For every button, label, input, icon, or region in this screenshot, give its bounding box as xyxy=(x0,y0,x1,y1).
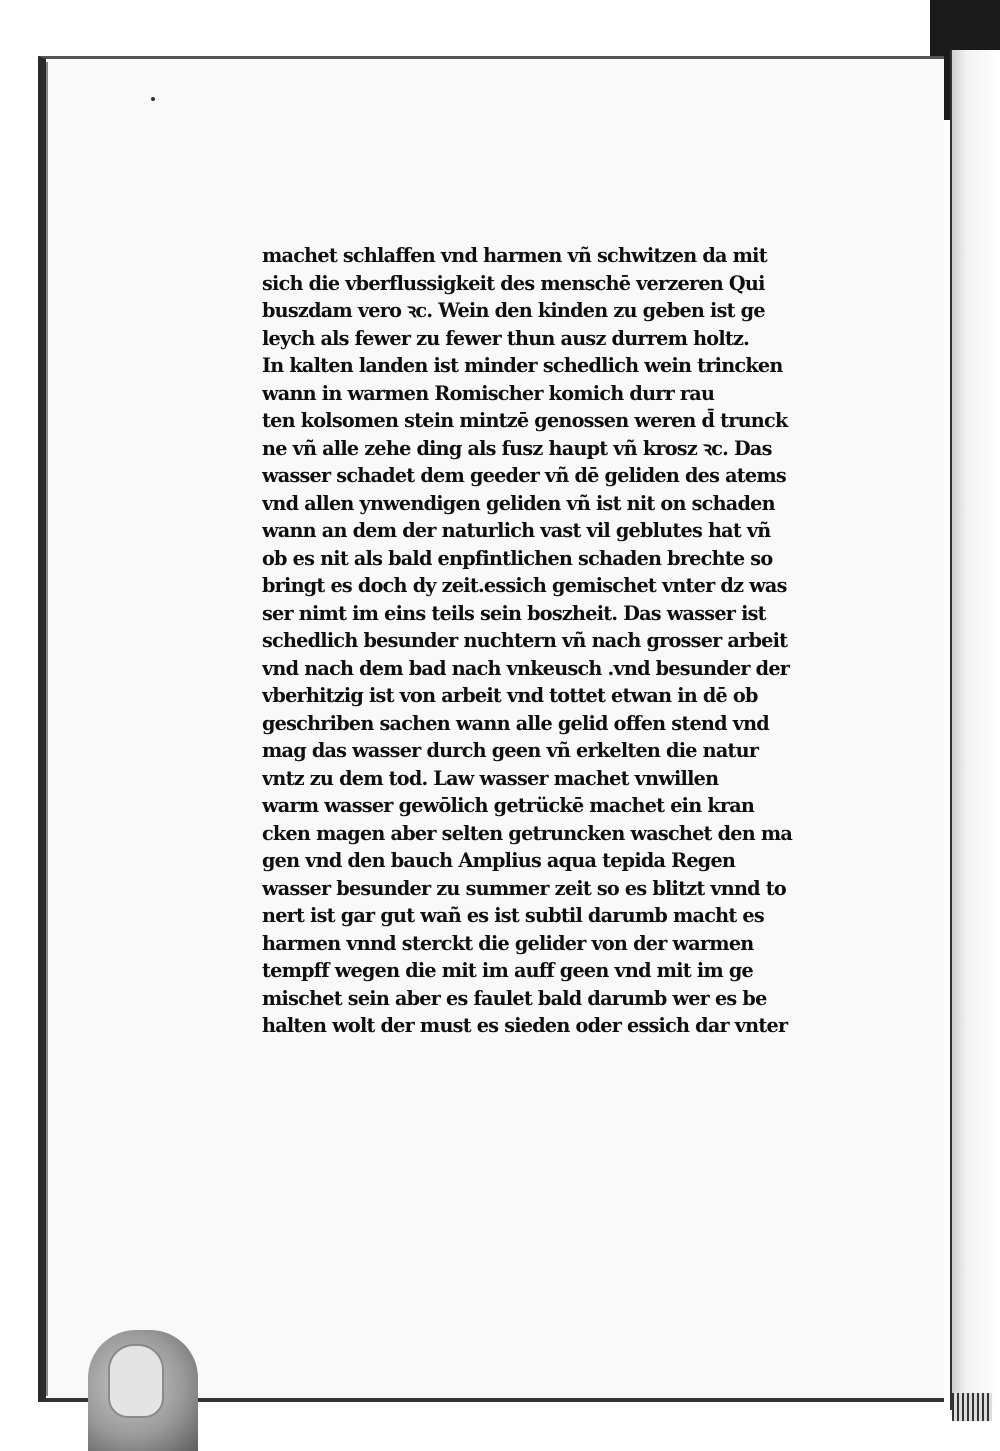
text-line: wasser schadet dem geeder vñ dē geliden des atems xyxy=(262,464,786,487)
text-line: cken magen aber selten getruncken waschet den ma xyxy=(262,821,793,845)
text-line: halten wolt der must es sieden oder essich dar vnter xyxy=(262,1014,788,1037)
text-line: vnd nach dem bad nach vnkeusch .vnd besunder der xyxy=(262,656,790,680)
text-line: harmen vnnd sterckt die gelider von der warmen xyxy=(262,931,754,955)
text-line: schedlich besunder nuchtern vñ nach grosser arbeit xyxy=(262,629,788,652)
text-line: geschriben sachen wann alle gelid offen stend vnd xyxy=(262,711,769,735)
text-line: wann an dem der naturlich vast vil geblutes hat vñ xyxy=(262,519,771,542)
text-line: mischet sein aber es faulet bald darumb wer es be xyxy=(262,986,767,1010)
thumbnail xyxy=(108,1344,164,1418)
text-line: wann in warmen Romischer komich durr rau xyxy=(262,381,715,405)
page-stack-edge xyxy=(952,1393,992,1421)
text-line: buszdam vero ꝛc. Wein den kinden zu geben ist ge xyxy=(262,299,765,322)
text-line: mag das wasser durch geen vñ erkelten die natur xyxy=(262,739,759,762)
adjacent-page-edge xyxy=(950,50,1000,1410)
text-line: vberhitzig ist von arbeit vnd tottet etwan in dē ob xyxy=(262,684,758,707)
text-line: ten kolsomen stein mintzē genossen weren d̄ trunck xyxy=(262,409,788,432)
text-line: warm wasser gewōlich getrückē machet ein kran xyxy=(262,794,755,817)
text-line: leych als fewer zu fewer thun ausz durrem holtz. xyxy=(262,326,750,350)
text-line: wasser besunder zu summer zeit so es blitzt vnnd to xyxy=(262,876,786,900)
ink-speck xyxy=(151,97,155,101)
text-line: vntz zu dem tod. Law wasser machet vnwillen xyxy=(262,766,719,790)
text-line: gen vnd den bauch Amplius aqua tepida Regen xyxy=(262,849,736,872)
text-line: vnd allen ynwendigen geliden vñ ist nit on schaden xyxy=(262,491,775,515)
text-line: bringt es doch dy zeit.essich gemischet vnter dz was xyxy=(262,574,787,597)
text-line: In kalten landen ist minder schedlich wein trincken xyxy=(262,354,783,377)
text-line: nert ist gar gut wañ es ist subtil darumb macht es xyxy=(262,904,764,927)
text-line: ser nimt im eins teils sein boszheit. Das wasser ist xyxy=(262,601,766,625)
text-line: ne vñ alle zehe ding als fusz haupt vñ krosz ꝛc. Das xyxy=(262,436,772,460)
text-line: tempff wegen die mit im auff geen vnd mit im ge xyxy=(262,959,753,982)
page-binding-edge xyxy=(46,62,48,1396)
text-line: ob es nit als bald enpfintlichen schaden brechte so xyxy=(262,546,773,570)
text-block xyxy=(262,242,822,1040)
text-line: sich die vberflussigkeit des menschē verzeren Qui xyxy=(262,271,765,295)
text-line: machet schlaffen vnd harmen vñ schwitzen da mit xyxy=(262,244,767,267)
